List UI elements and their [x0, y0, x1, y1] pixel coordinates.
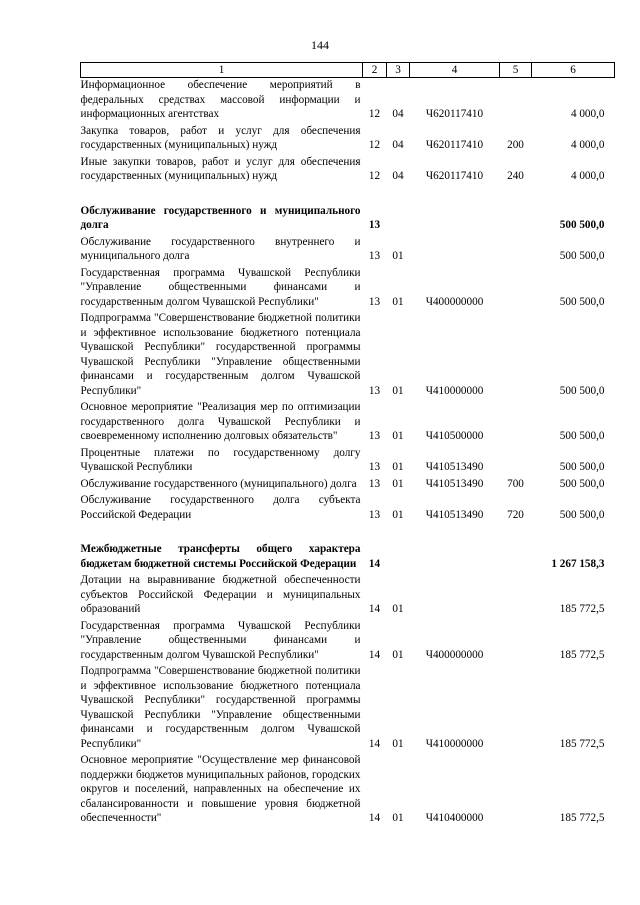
row-subsection: 04: [392, 108, 404, 120]
row-subsection: 01: [392, 812, 404, 824]
header-col-3: 3: [387, 63, 410, 78]
table-row: [81, 153, 615, 184]
row-target-code: Ч410513490: [425, 461, 484, 473]
row-expense-type: [500, 662, 532, 751]
row-name: Межбюджетные трансферты общего характера бюджетам бюджетной системы Российской Федерации: [80, 543, 361, 570]
row-amount: 4 000,0: [570, 139, 605, 151]
budget-table: [80, 62, 615, 826]
row-name: Закупка товаров, работ и услуг для обеспечения государственных (муниципальных) нужд: [80, 124, 361, 151]
row-amount: 185 772,5: [559, 648, 605, 661]
spacer-row: [81, 184, 615, 204]
row-subsection: 04: [392, 139, 404, 151]
row-section: 14: [368, 737, 381, 750]
row-amount: 500 500,0: [559, 508, 605, 521]
row-subsection: 01: [392, 295, 404, 308]
row-target-code: Ч400000000: [425, 295, 484, 308]
row-expense-type: [500, 204, 532, 233]
row-name: Государственная программа Чувашской Республики "Управление общественными финансами и государственным долгом Чувашской Республики": [80, 266, 361, 308]
row-target-code: Ч410400000: [425, 812, 484, 824]
row-target-code: [410, 204, 500, 233]
row-expense-type: [500, 751, 532, 826]
row-subsection: 01: [392, 384, 404, 397]
spacer-row: [81, 522, 615, 542]
header-col-4: 4: [410, 63, 500, 78]
row-target-code: Ч410513490: [425, 508, 484, 521]
row-amount: 4 000,0: [570, 108, 605, 120]
row-name: Обслуживание государственного внутреннего и муниципального долга: [80, 235, 361, 262]
row-amount: 185 772,5: [559, 603, 605, 615]
row-subsection: 01: [392, 430, 404, 442]
row-expense-type: [500, 617, 532, 663]
row-section: 13: [368, 384, 381, 397]
row-target-code: Ч410000000: [425, 384, 484, 397]
row-section: 12: [368, 139, 381, 151]
row-amount: 500 500,0: [559, 250, 605, 262]
row-expense-type: [500, 542, 532, 571]
row-amount: 500 500,0: [559, 219, 605, 231]
row-subsection: 01: [392, 603, 404, 615]
table-row: [81, 264, 615, 310]
row-subsection: [387, 542, 410, 571]
row-name: Основное мероприятие "Осуществление мер финансовой поддержки бюджетов муниципальных районов, городских округов и поселений, направленных на обеспечение их сбалансированности и повышение уровня бюджетной обеспеченности": [80, 754, 361, 824]
row-subsection: 01: [392, 508, 404, 521]
row-expense-type: 700: [507, 477, 524, 490]
row-section: 13: [368, 477, 381, 490]
row-name: Подпрограмма "Совершенствование бюджетной политики и эффективное использование бюджетного потенциала Чувашской Республики" государственной программы Чувашской Республики "Управление общественными финансами и государственным долгом Чувашской Республики": [80, 312, 361, 397]
row-section: 12: [368, 170, 381, 182]
table-row: [81, 309, 615, 398]
table-row: [81, 491, 615, 522]
table-row: [81, 233, 615, 264]
row-subsection: [387, 204, 410, 233]
table-row: [81, 571, 615, 617]
row-amount: 4 000,0: [570, 170, 605, 182]
row-name: Государственная программа Чувашской Республики "Управление общественными финансами и государственным долгом Чувашской Республики": [80, 619, 361, 661]
header-col-1: 1: [81, 63, 363, 78]
row-section: 13: [368, 430, 381, 442]
header-col-6: 6: [532, 63, 615, 78]
row-amount: 500 500,0: [559, 295, 605, 308]
row-expense-type: [500, 309, 532, 398]
row-amount: 500 500,0: [559, 477, 605, 490]
row-section: 14: [368, 812, 381, 824]
table-row: [81, 204, 615, 233]
row-section: 14: [368, 648, 381, 661]
table-row: [81, 751, 615, 826]
row-expense-type: [500, 444, 532, 475]
table-row: [81, 542, 615, 571]
table-row: [81, 662, 615, 751]
table-row: [81, 398, 615, 444]
row-target-code: [410, 571, 500, 617]
row-subsection: 01: [392, 250, 404, 262]
row-subsection: 04: [392, 170, 404, 182]
row-amount: 500 500,0: [559, 384, 605, 397]
row-section: 13: [368, 295, 381, 308]
row-target-code: Ч620117410: [425, 139, 484, 151]
header-col-5: 5: [500, 63, 532, 78]
row-name: Обслуживание государственного долга субъекта Российской Федерации: [80, 494, 361, 521]
table-row: [81, 475, 615, 492]
row-subsection: 01: [392, 477, 404, 490]
row-section: 13: [368, 250, 381, 262]
row-name: Дотации на выравнивание бюджетной обеспеченности субъектов Российской Федерации и муниципальных образований: [80, 574, 361, 615]
row-expense-type: 200: [507, 139, 524, 151]
row-name: Процентные платежи по государственному долгу Чувашской Республики: [80, 446, 361, 473]
row-expense-type: [500, 571, 532, 617]
table-row: [81, 122, 615, 153]
row-expense-type: 240: [507, 170, 524, 182]
row-subsection: 01: [392, 648, 404, 661]
row-expense-type: [500, 233, 532, 264]
row-target-code: Ч410000000: [425, 737, 484, 750]
row-amount: 1 267 158,3: [551, 557, 605, 570]
table-row: [81, 617, 615, 663]
row-subsection: 01: [392, 461, 404, 473]
row-amount: 185 772,5: [559, 812, 605, 824]
row-section: 14: [368, 603, 381, 615]
row-name: Обслуживание государственного (муниципального) долга: [80, 477, 357, 490]
row-name: Подпрограмма "Совершенствование бюджетной политики и эффективное использование бюджетного потенциала Чувашской Республики" государственной программы Чувашской Республики "Управление общественными финансами и государственным долгом Чувашской Республики": [80, 665, 361, 750]
row-amount: 500 500,0: [559, 430, 605, 442]
row-expense-type: [500, 78, 532, 122]
table-row: [81, 444, 615, 475]
table-row: [81, 78, 615, 122]
row-target-code: Ч400000000: [425, 648, 484, 661]
row-expense-type: [500, 398, 532, 444]
row-target-code: [410, 542, 500, 571]
row-target-code: Ч410513490: [425, 477, 484, 490]
row-amount: 185 772,5: [559, 737, 605, 750]
row-target-code: [410, 233, 500, 264]
row-expense-type: 720: [507, 508, 524, 521]
row-amount: 500 500,0: [559, 461, 605, 473]
row-subsection: 01: [392, 737, 404, 750]
row-target-code: Ч410500000: [425, 430, 484, 442]
row-target-code: Ч620117410: [425, 108, 484, 120]
row-section: 13: [368, 461, 381, 473]
table-header-row: [81, 63, 615, 78]
row-section: 13: [368, 219, 381, 231]
row-name: Иные закупки товаров, работ и услуг для обеспечения государственных (муниципальных) нужд: [80, 155, 361, 182]
table-body: [81, 78, 615, 826]
header-col-2: 2: [363, 63, 387, 78]
row-target-code: Ч620117410: [425, 170, 484, 182]
page-number: 144: [311, 38, 329, 52]
row-section: 12: [368, 108, 381, 120]
row-name: Обслуживание государственного и муниципального долга: [80, 204, 361, 231]
row-name: Информационное обеспечение мероприятий в федеральных средствах массовой информации и информационных агентствах: [80, 79, 361, 120]
row-section: 13: [368, 508, 381, 521]
row-name: Основное мероприятие "Реализация мер по оптимизации государственного долга Чувашской Республики и своевременному исполнению долговых обязательств": [80, 401, 361, 442]
row-section: 14: [368, 557, 381, 570]
row-expense-type: [500, 264, 532, 310]
